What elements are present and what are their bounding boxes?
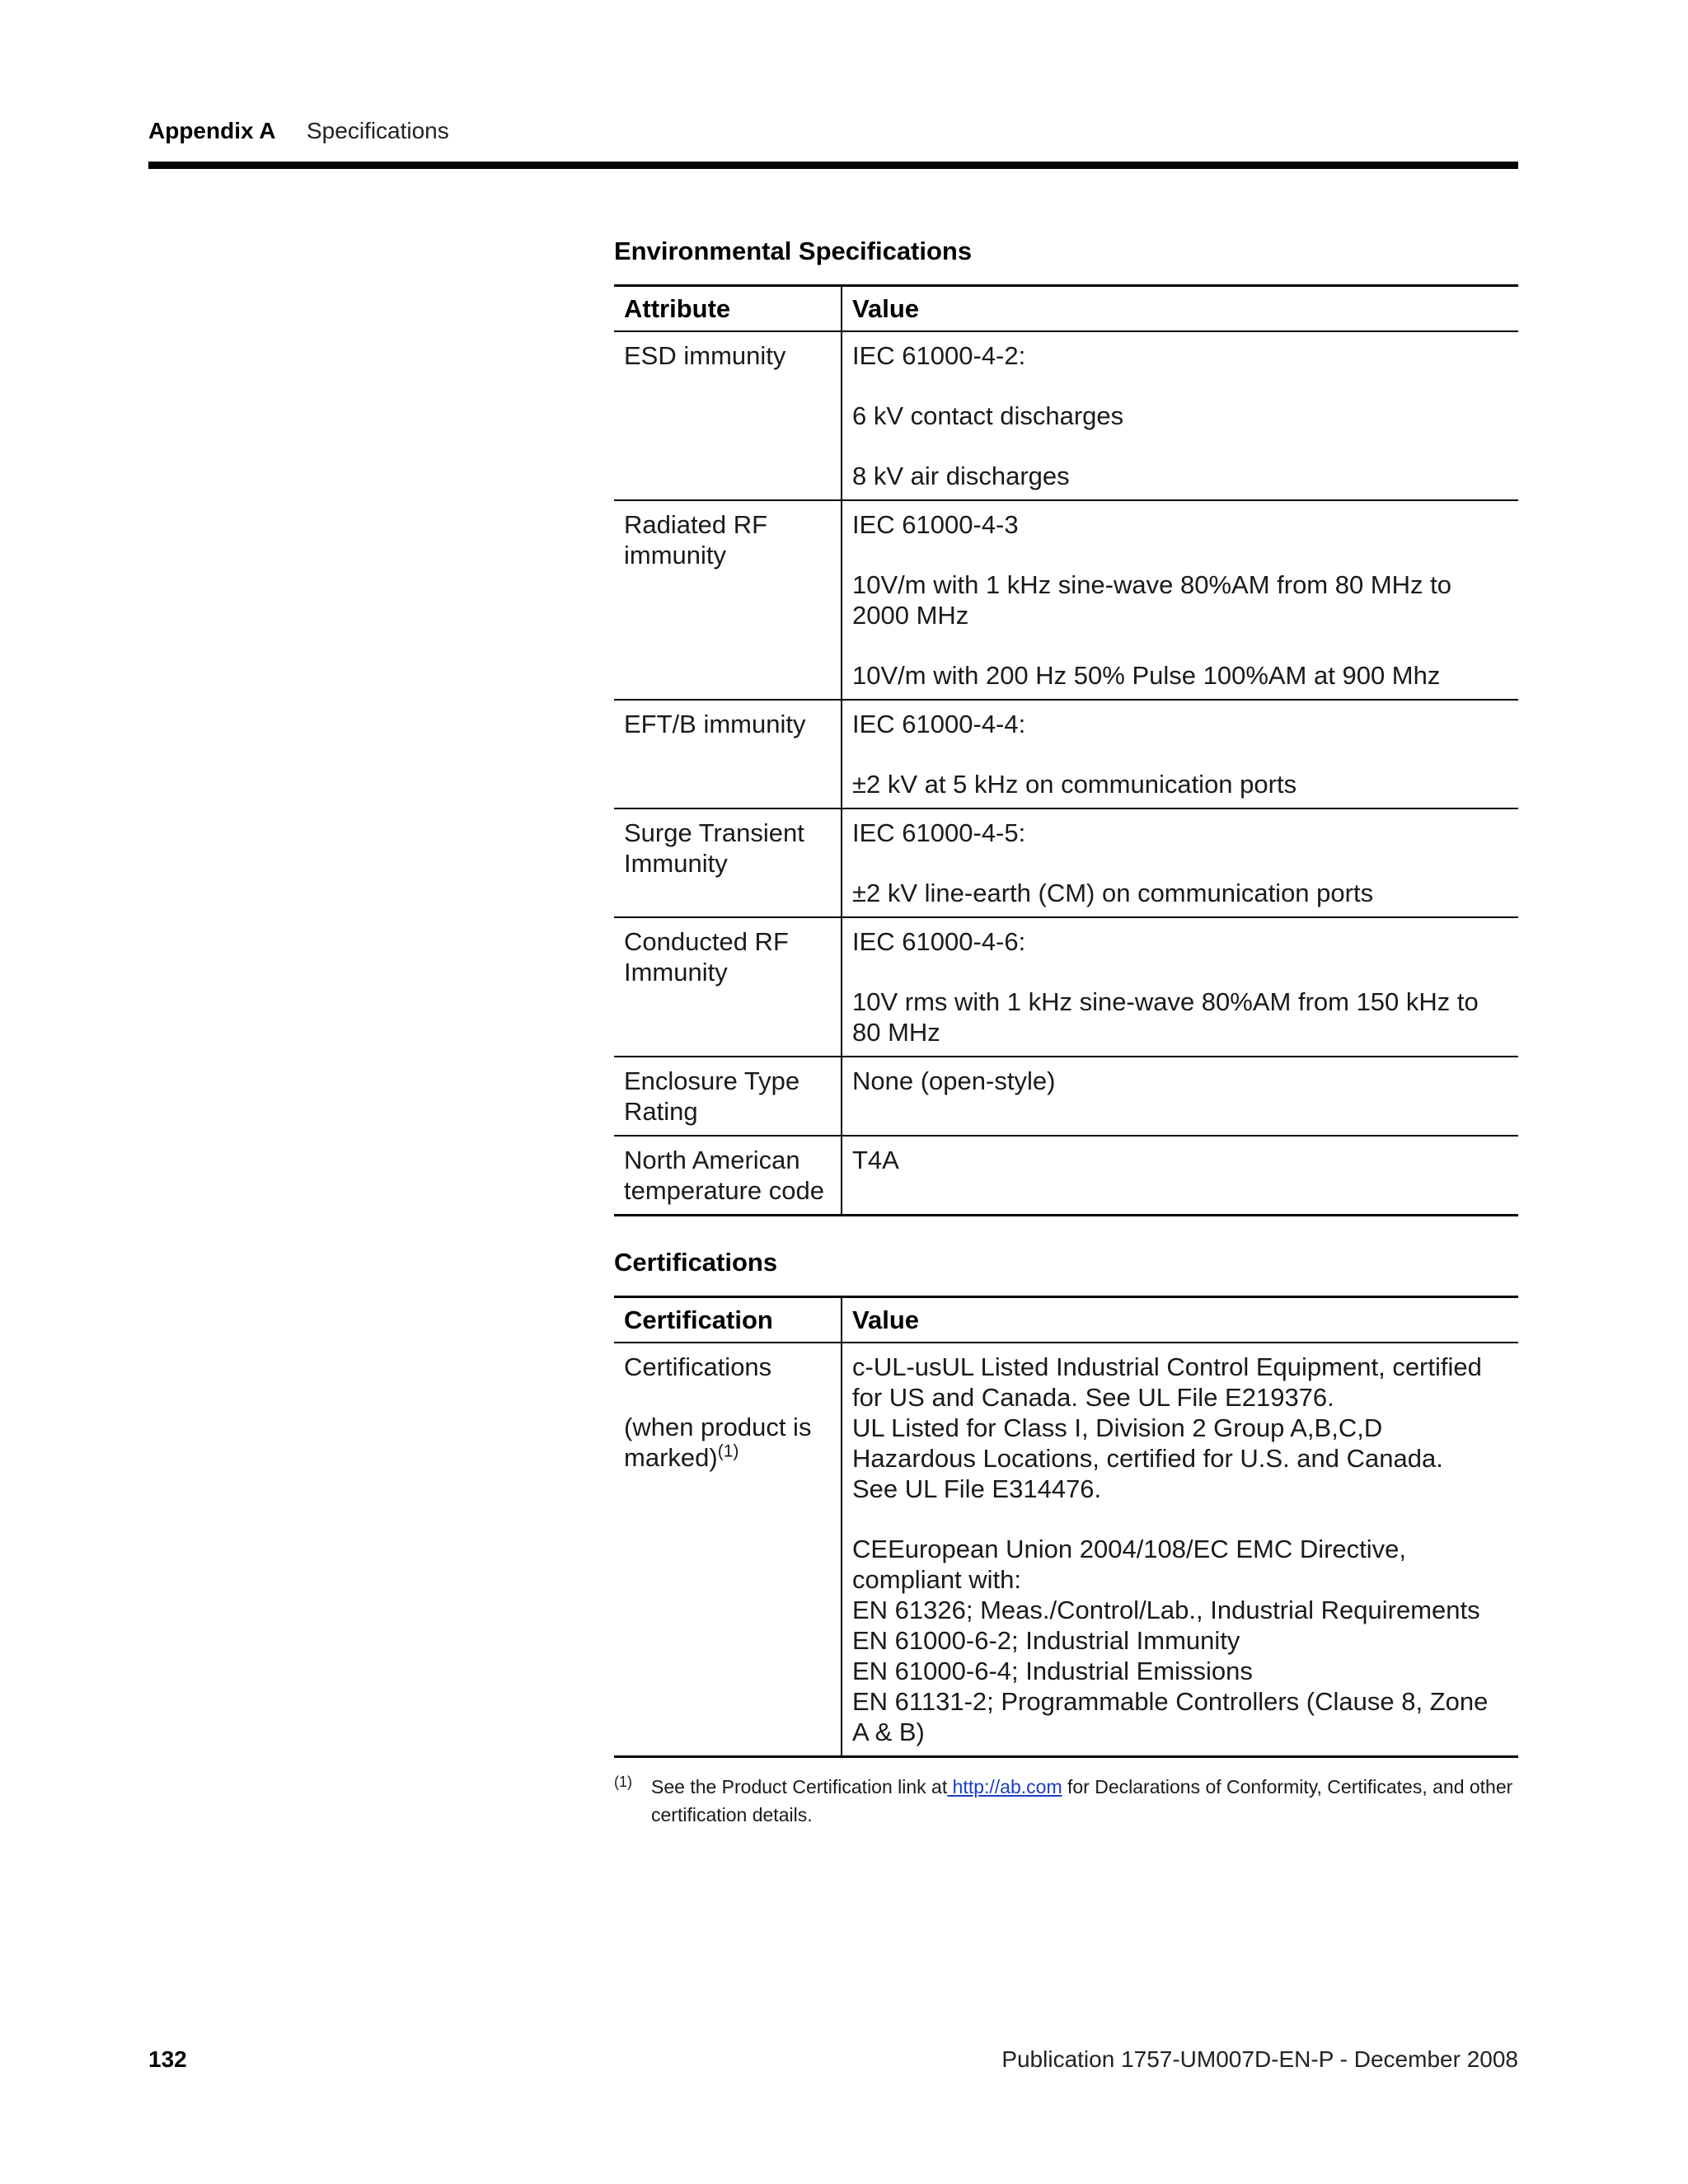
value-line: 6 kV contact discharges — [852, 401, 1124, 430]
value-line: 10V rms with 1 kHz sine-wave 80%AM from 150 kHz to 80 MHz — [852, 987, 1479, 1047]
value-line: ±2 kV line-earth (CM) on communication ports — [852, 879, 1374, 907]
value-line: 10V/m with 200 Hz 50% Pulse 100%AM at 900 Mhz — [852, 661, 1441, 690]
publication-info: Publication 1757-UM007D-EN-P - December 2008 — [1001, 2046, 1518, 2072]
value-line: 10V/m with 1 kHz sine-wave 80%AM from 80 MHz to 2000 MHz — [852, 570, 1452, 630]
footnote-text-before: See the Product Certification link at — [651, 1776, 948, 1797]
value-line: c-UL-usUL Listed Industrial Control Equipment, certified for US and Canada. See UL File E219376. — [852, 1352, 1482, 1412]
attribute-cell: Enclosure Type Rating — [614, 1057, 842, 1136]
value-line: IEC 61000-4-3 — [852, 510, 1019, 539]
table-row — [614, 1343, 1518, 1757]
value-line: IEC 61000-4-5: — [852, 818, 1026, 847]
value-line: IEC 61000-4-2: — [852, 341, 1026, 370]
table-row — [614, 1136, 1518, 1216]
certification-condition — [624, 1412, 831, 1473]
column-header-value: Value — [842, 286, 1518, 332]
value-line: 8 kV air discharges — [852, 462, 1070, 490]
environmental-table — [614, 284, 1518, 1216]
attribute-cell: ESD immunity — [614, 331, 842, 500]
value-line: See UL File E314476. — [852, 1474, 1102, 1503]
column-header-value: Value — [842, 1297, 1518, 1343]
value-line: EN 61326; Meas./Control/Lab., Industrial Requirements — [852, 1596, 1480, 1624]
page-header — [148, 115, 1518, 169]
attribute-cell: Radiated RF immunity — [614, 500, 842, 700]
footnote-reference[interactable]: (1) — [717, 1441, 739, 1461]
value-line: T4A — [852, 1146, 899, 1174]
value-cell — [842, 700, 1518, 808]
certifications-table-title: Certifications — [614, 1248, 778, 1277]
environmental-table-title: Environmental Specifications — [614, 237, 973, 265]
value-cell — [842, 331, 1518, 500]
value-line: EN 61000-6-4; Industrial Emissions — [852, 1657, 1253, 1685]
section-label: Specifications — [307, 118, 449, 143]
footnote — [614, 1773, 1518, 1829]
table-row — [614, 500, 1518, 700]
value-line: ±2 kV at 5 kHz on communication ports — [852, 770, 1297, 799]
table-row — [614, 331, 1518, 500]
certifications-table — [614, 1296, 1518, 1758]
table-row — [614, 1057, 1518, 1136]
attribute-cell: North American temperature code — [614, 1136, 842, 1216]
value-line: EN 61131-2; Programmable Controllers (Clause 8, Zone A & B) — [852, 1687, 1489, 1746]
column-header-certification: Certification — [614, 1297, 842, 1343]
appendix-label: Appendix A — [148, 118, 276, 143]
value-line: None (open-style) — [852, 1066, 1056, 1095]
value-cell — [842, 1057, 1518, 1136]
value-line: UL Listed for Class I, Division 2 Group A,B,C,D Hazardous Locations, certified for U.S. and Canada. — [852, 1413, 1443, 1473]
ab-website-link[interactable]: http://ab.com — [947, 1776, 1062, 1797]
certifications-section — [614, 1246, 1518, 1829]
main-content — [614, 235, 1518, 1829]
column-header-attribute: Attribute — [614, 286, 842, 332]
attribute-cell: Conducted RF Immunity — [614, 917, 842, 1057]
footnote-mark: (1) — [614, 1774, 632, 1790]
value-line: IEC 61000-4-4: — [852, 710, 1026, 738]
table-row — [614, 808, 1518, 917]
value-cell — [842, 917, 1518, 1057]
attribute-cell: Surge Transient Immunity — [614, 808, 842, 917]
attribute-cell: EFT/B immunity — [614, 700, 842, 808]
value-line: CEEuropean Union 2004/108/EC EMC Directive, compliant with: — [852, 1535, 1407, 1594]
value-cell — [842, 1136, 1518, 1216]
value-line: IEC 61000-4-6: — [852, 927, 1026, 956]
value-cell — [842, 500, 1518, 700]
footnote-text-after: for Declarations of Conformity, Certificates, and other certification details. — [651, 1776, 1513, 1825]
certification-condition-text: (when product is marked) — [624, 1413, 812, 1472]
value-cell — [842, 808, 1518, 917]
table-header-row — [614, 1297, 1518, 1343]
table-row — [614, 700, 1518, 808]
table-header-row — [614, 286, 1518, 332]
table-row — [614, 917, 1518, 1057]
attribute-cell — [614, 1343, 842, 1757]
value-line: EN 61000-6-2; Industrial Immunity — [852, 1626, 1240, 1655]
value-cell — [842, 1343, 1518, 1757]
certification-label: Certifications — [624, 1352, 772, 1381]
page-number: 132 — [148, 2046, 187, 2072]
